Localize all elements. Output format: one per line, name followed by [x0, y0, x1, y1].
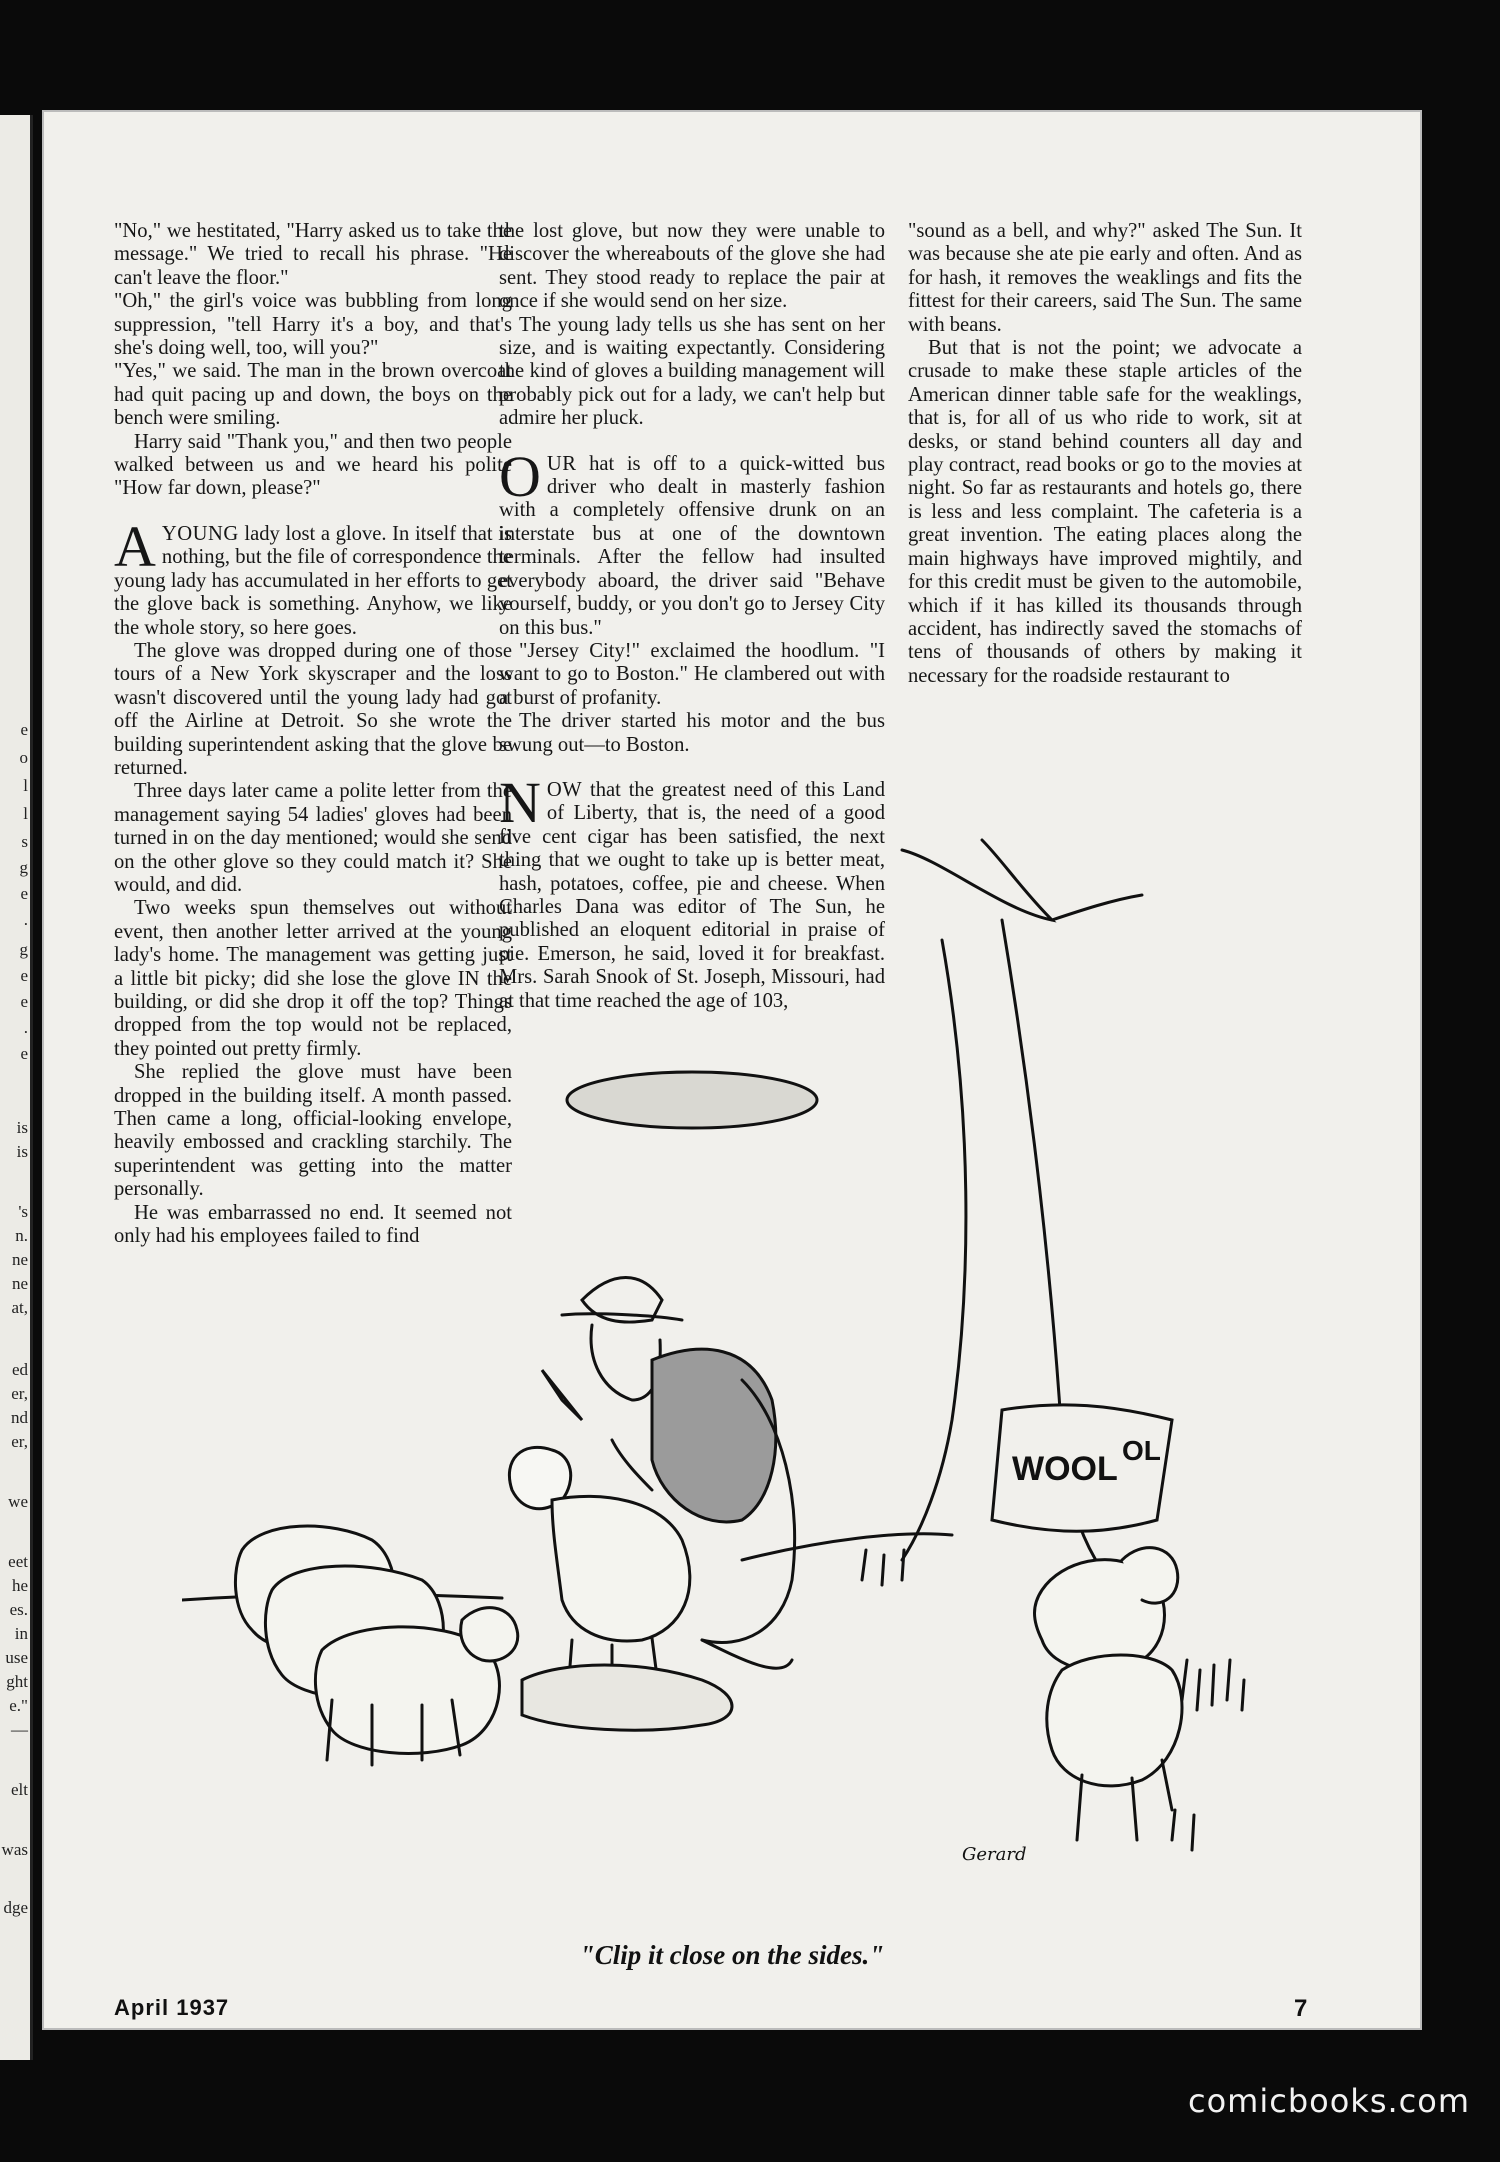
prev-page-text-fragment: is: [16, 1118, 28, 1137]
prev-page-text-fragment: ed: [11, 1360, 28, 1379]
prev-page-text-fragment: elt: [11, 1780, 28, 1799]
prev-page-text-fragment: ne: [11, 1250, 28, 1269]
paragraph: "Oh," the girl's voice was bubbling from long suppression, "tell Harry it's a boy, and that's she's doing well, too, will you?": [114, 290, 512, 360]
prev-page-text-fragment: g: [19, 940, 28, 959]
prev-page-text-fragment: nd: [11, 1408, 28, 1427]
paragraph: "No," we hestitated, "Harry asked us to take the message." We tried to recall his phrase. "He can't leave the floor.": [114, 220, 512, 289]
tree-trunk-left: [902, 940, 966, 1560]
prev-page-text-fragment: is: [16, 1142, 28, 1161]
farmer-head: [591, 1325, 660, 1400]
artist-signature: Gerard: [962, 1844, 1027, 1865]
cartoon-caption: "Clip it close on the sides.": [579, 1940, 885, 1970]
section-text: hat is off to a quick-witted bus driver who dealt in masterly fashion with a completely offensive drunk on an interstate bus at one of the downtown terminals. After the fellow had insulted everybody aboard, the driver said "Behave yourself, buddy, or you don't go to Jersey City on this bus.": [499, 452, 885, 639]
prev-page-text-fragment: e: [20, 1044, 28, 1063]
prev-page-text-fragment: n.: [15, 1226, 28, 1245]
cartoon-illustration: [182, 800, 1312, 1910]
farmer-shirt: [652, 1349, 776, 1522]
prev-page-text-fragment: use: [5, 1648, 28, 1667]
prev-page-text-fragment: l: [23, 776, 28, 795]
prev-page-text-fragment: ne: [11, 1274, 28, 1293]
prev-page-text-fragment: we: [8, 1492, 28, 1511]
prev-page-text-fragment: eet: [8, 1552, 28, 1571]
text-column-3: [908, 220, 1302, 688]
section-text: lady lost a glove. In itself that is nothing, but the file of correspondence the young lady has accumulated in her efforts to get the glove back is something. Anyhow, we like the whole story, so here goes.: [114, 522, 512, 639]
section-start: [114, 513, 512, 640]
previous-page-edge: [0, 115, 33, 2060]
prev-page-text-fragment: l: [23, 804, 28, 823]
paragraph: She replied the glove must have been dropped in the building itself. A month passed. Then came a long, official-looking envelope, heavily embossed and crackling starchily. The superintendent was getting into the matter personally.: [114, 1061, 512, 1201]
paragraph: "Jersey City!" exclaimed the hoodlum. "I want to go to Boston." He clambered out with a burst of profanity.: [499, 639, 885, 709]
lead-word: YOUNG: [161, 522, 239, 545]
paragraph: The glove was dropped during one of those tours of a New York skyscraper and the loss wasn't discovered until the young lady had got off the Airline at Detroit. So she wrote the building superintendent asking that the glove be returned.: [114, 639, 512, 779]
prev-page-text-fragment: e.": [9, 1696, 28, 1715]
prev-page-text-fragment: e: [20, 966, 28, 985]
wool-pile: [522, 1665, 732, 1730]
sheep-body: [552, 1496, 690, 1641]
paragraph: Three days later came a polite letter from the management saying 54 ladies' gloves had been turned in on the day mentioned; would she send on the other glove so they could match it? She would, and did.: [114, 780, 512, 896]
prev-page-text-fragment: e: [20, 720, 28, 739]
prev-page-text-fragment: 's: [18, 1202, 28, 1221]
prev-page-text-fragment: er,: [11, 1384, 28, 1403]
prev-page-text-fragment: in: [14, 1624, 28, 1643]
section-start: [499, 443, 885, 640]
paragraph: He was embarrassed no end. It seemed not only had his employees failed to find: [114, 1201, 512, 1248]
paragraph: The young lady tells us she has sent on her size, and is waiting expectantly. Considering the kind of gloves a building management will probably pick out for a lady, we can't help but admire her pluck.: [499, 313, 885, 430]
paragraph: the lost glove, but now they were unable to discover the whereabouts of the glove she had sent. They stood ready to replace the pair at once if she would send on her size.: [499, 220, 885, 313]
sheep-right-2: [1047, 1655, 1182, 1786]
cloud-shape: [567, 1072, 817, 1128]
shears-icon: [542, 1370, 582, 1420]
prev-page-text-fragment: at,: [11, 1298, 28, 1317]
prev-page-text-fragment: was: [1, 1840, 28, 1859]
footer-date: April 1937: [114, 1995, 230, 2020]
prev-page-text-fragment: .: [23, 910, 28, 929]
page-number: 7: [1294, 1995, 1308, 2022]
paragraph: Two weeks spun themselves out without event, then another letter arrived at the young lady's home. The management was getting just a little bit picky; did she lose the glove IN the building, or did she drop it off the top? Things dropped from the top would not be replaced, they pointed out pretty firmly.: [114, 897, 512, 1060]
lead-word: UR: [546, 452, 577, 475]
prev-page-text-fragment: ght: [6, 1672, 28, 1691]
prev-page-text-fragment: er,: [11, 1432, 28, 1451]
prev-page-text-fragment: e: [20, 884, 28, 903]
sack-label: WOOL: [1012, 1450, 1118, 1488]
prev-page-text-fragment: es.: [9, 1600, 28, 1619]
tree-branch: [902, 840, 1052, 920]
drop-cap: A: [114, 513, 156, 579]
lead-word: OW: [546, 778, 583, 801]
paragraph: But that is not the point; we advocate a crusade to make these staple articles of the American dinner table safe for the weaklings, that is, for all of us who ride to work, sit at desks, or stand behind counters all day and play contract, read books or go to the movies at night. So far as restaurants and hotels go, there is less and less complaint. The cafeteria is a great invention. The eating places along the main highways have improved mightily, and for this credit must be given to the automobile, which if it has killed its thousands through accident, has indirectly saved the stomachs of tens of thousands of others by making it necessary for the roadside restaurant to: [908, 337, 1302, 687]
prev-page-text-fragment: s: [21, 832, 28, 851]
watermark: comicbooks.com: [1187, 2082, 1470, 2120]
paragraph: Harry said "Thank you," and then two people walked between us and we heard his polite "How far down, please?": [114, 430, 512, 500]
prev-page-text-fragment: o: [19, 748, 28, 767]
prev-page-text-fragment: he: [11, 1576, 28, 1595]
prev-page-text-fragment: —: [11, 1720, 28, 1739]
section-text: that the greatest need of this Land of Liberty, that is, the need of a good five cent cigar has been satisfied, the next thing that we ought to take up is better meat, hash, potatoes, coffee, pie and cheese. When Charles Dana was editor of The Sun, he published an eloquent editorial in praise of pie. Emerson, he said, loved it for breakfast. Mrs. Sarah Snook of St. Joseph, Missouri, had at that time reached the age of 103,: [499, 778, 885, 1012]
prev-page-text-fragment: dge: [3, 1898, 28, 1917]
paragraph: "sound as a bell, and why?" asked The Sun. It was because she ate pie early and often. And as for hash, it removes the weaklings and fits the fittest for their careers, said The Sun. The same with beans.: [908, 220, 1302, 336]
paragraph: "Yes," we said. The man in the brown overcoat had quit pacing up and down, the boys on the bench were smiling.: [114, 360, 512, 430]
drop-cap: O: [499, 443, 541, 509]
paragraph: The driver started his motor and the bus swung out—to Boston.: [499, 710, 885, 756]
magazine-page: [42, 110, 1422, 2030]
farmer-arm: [612, 1440, 652, 1490]
drop-cap: N: [499, 769, 541, 835]
prev-page-text-fragment: e: [20, 992, 28, 1011]
prev-page-text-fragment: .: [23, 1018, 28, 1037]
sack-label-2: OL: [1122, 1435, 1161, 1466]
prev-page-text-fragment: g: [19, 858, 28, 877]
